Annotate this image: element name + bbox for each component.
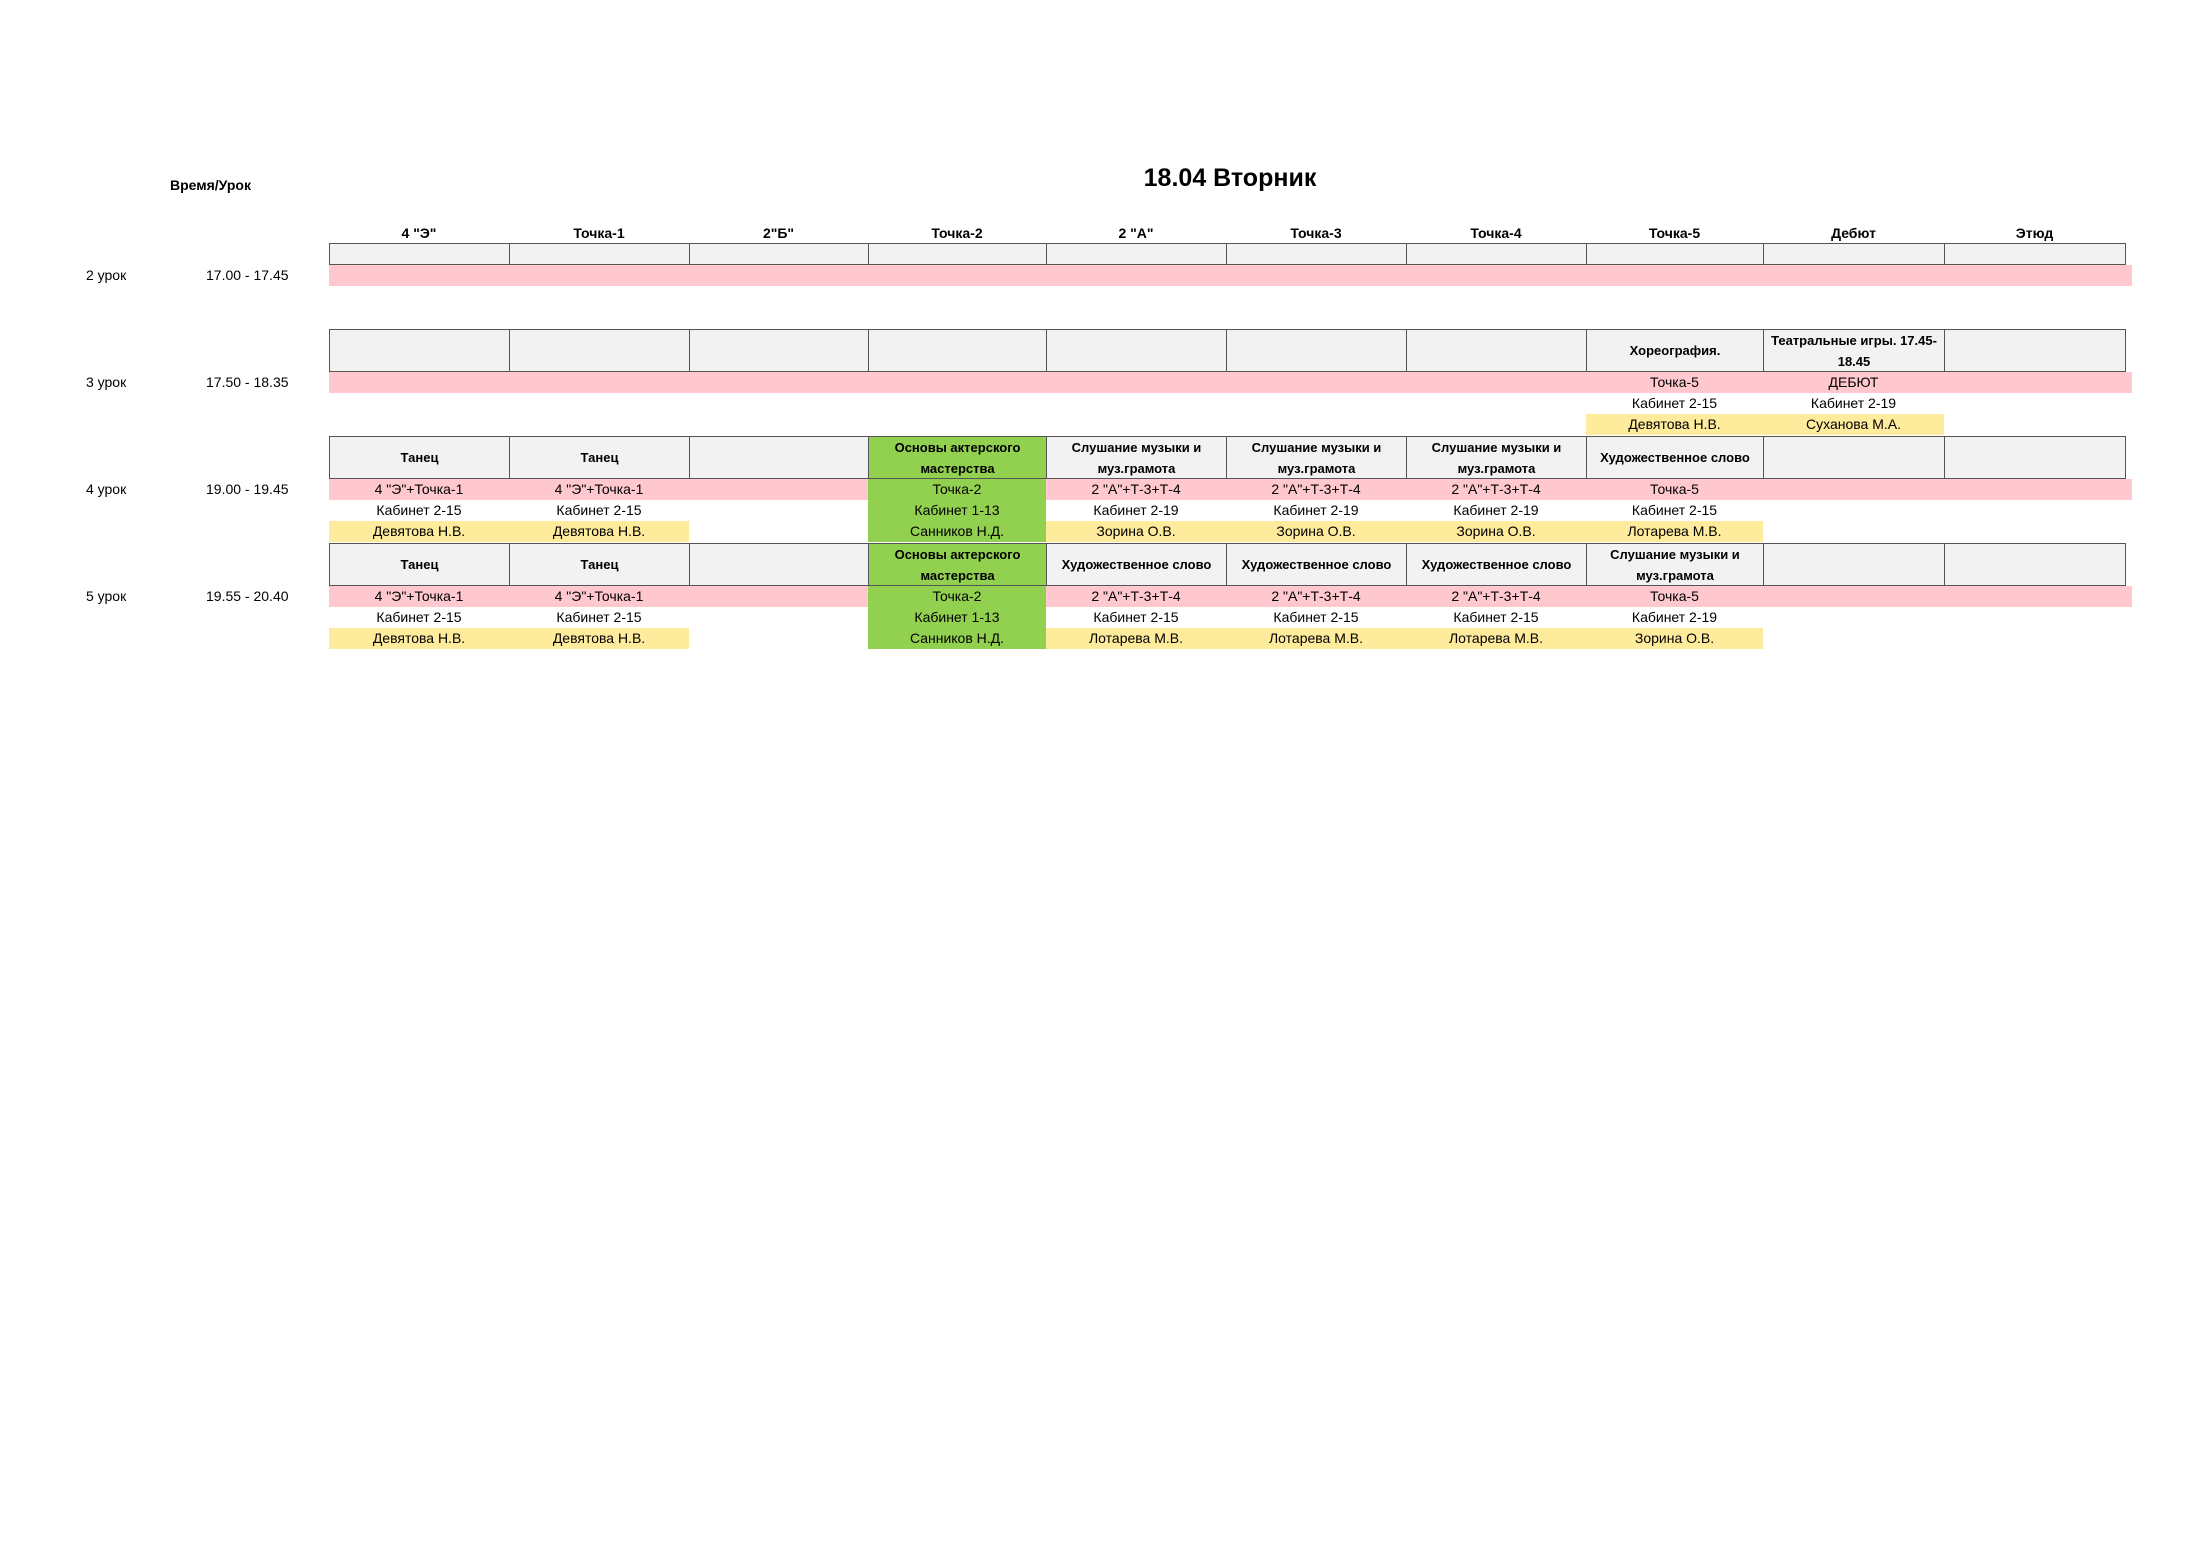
room-cell	[509, 286, 689, 307]
teacher-cell	[689, 307, 868, 328]
teacher-cell: Зорина О.В.	[1046, 521, 1226, 542]
teacher-cell	[689, 414, 868, 435]
subject-cell[interactable]	[509, 243, 690, 265]
room-cell	[329, 393, 509, 414]
teacher-cell	[1944, 628, 2125, 649]
room-cell	[1944, 500, 2125, 521]
group-cell	[329, 265, 509, 286]
group-cell	[689, 265, 868, 286]
group-cell	[868, 265, 1046, 286]
subject-cell[interactable]	[1944, 436, 2126, 479]
subject-cell[interactable]: Основы актерского мастерства	[868, 543, 1047, 586]
group-cell	[1046, 265, 1226, 286]
group-cell	[689, 586, 868, 607]
room-cell	[1406, 286, 1586, 307]
column-header: Точка-1	[573, 225, 625, 241]
subject-cell[interactable]: Слушание музыки и муз.грамота	[1586, 543, 1764, 586]
subject-cell[interactable]: Танец	[509, 543, 690, 586]
subject-cell[interactable]	[868, 329, 1047, 372]
room-cell: Кабинет 2-15	[376, 609, 462, 625]
page-title: 18.04 Вторник	[1143, 164, 1317, 192]
room-cell: Кабинет 2-19	[1093, 502, 1179, 518]
group-cell	[509, 372, 689, 393]
room-cell: Кабинет 2-15	[376, 502, 462, 518]
group-cell: 2 "А"+Т-3+Т-4	[1451, 481, 1541, 497]
teacher-cell	[868, 307, 1046, 328]
teacher-cell	[1586, 307, 1763, 328]
teacher-cell	[689, 521, 868, 542]
room-cell: Кабинет 1-13	[868, 607, 1046, 628]
group-cell: 4 "Э"+Точка-1	[374, 588, 464, 604]
room-cell	[1763, 607, 1944, 628]
column-header: 2"Б"	[762, 225, 795, 241]
teacher-cell	[329, 307, 509, 328]
room-cell	[868, 286, 1046, 307]
subject-cell[interactable]	[868, 243, 1047, 265]
room-cell: Кабинет 2-19	[1273, 502, 1359, 518]
teacher-cell	[509, 414, 689, 435]
subject-cell[interactable]	[689, 436, 869, 479]
group-cell: 4 "Э"+Точка-1	[374, 481, 464, 497]
group-cell	[509, 265, 689, 286]
group-cell	[868, 372, 1046, 393]
subject-cell[interactable]	[689, 329, 869, 372]
teacher-cell	[1944, 521, 2125, 542]
room-cell	[1944, 286, 2125, 307]
subject-cell[interactable]: Танец	[509, 436, 690, 479]
teacher-cell	[1406, 414, 1586, 435]
subject-cell[interactable]	[1944, 543, 2126, 586]
group-cell	[689, 479, 868, 500]
room-cell: Кабинет 2-19	[1631, 609, 1718, 625]
group-cell: Точка-2	[868, 479, 1046, 500]
room-cell: Кабинет 2-15	[1273, 609, 1359, 625]
subject-cell[interactable]	[689, 243, 869, 265]
subject-cell[interactable]: Танец	[329, 543, 510, 586]
teacher-cell: Санников Н.Д.	[868, 521, 1046, 542]
lesson-label: 5 урок	[86, 588, 127, 604]
group-cell	[1226, 372, 1406, 393]
subject-cell[interactable]	[1406, 329, 1587, 372]
column-header: Этюд	[2015, 225, 2054, 241]
group-cell	[1763, 265, 1944, 286]
teacher-cell: Лотарева М.В.	[1226, 628, 1406, 649]
room-cell	[329, 286, 509, 307]
room-cell	[1406, 393, 1586, 414]
room-cell: Кабинет 2-19	[1453, 502, 1539, 518]
column-header: Точка-4	[1470, 225, 1522, 241]
room-cell	[1944, 393, 2125, 414]
teacher-cell: Девятова Н.В.	[1586, 414, 1763, 435]
column-header: Дебют	[1831, 225, 1876, 241]
room-cell	[1226, 393, 1406, 414]
room-cell	[689, 607, 868, 628]
group-cell: Точка-5	[1650, 481, 1699, 497]
room-cell	[1226, 286, 1406, 307]
group-cell	[1586, 265, 1763, 286]
group-cell: 4 "Э"+Точка-1	[554, 481, 644, 497]
group-cell: 2 "А"+Т-3+Т-4	[1451, 588, 1541, 604]
teacher-cell	[1944, 414, 2125, 435]
teacher-cell: Зорина О.В.	[1406, 521, 1586, 542]
subject-cell[interactable]: Хореография.	[1586, 329, 1764, 372]
subject-cell[interactable]	[1586, 243, 1764, 265]
group-cell: Точка-5	[1650, 588, 1699, 604]
teacher-cell: Девятова Н.В.	[509, 521, 689, 542]
group-cell	[1046, 372, 1226, 393]
group-cell: Точка-2	[868, 586, 1046, 607]
teacher-cell: Девятова Н.В.	[329, 628, 509, 649]
teacher-cell: Девятова Н.В.	[329, 521, 509, 542]
subject-cell[interactable]: Художественное слово	[1406, 543, 1587, 586]
group-cell	[329, 372, 509, 393]
room-cell	[1046, 393, 1226, 414]
subject-cell[interactable]	[1763, 243, 1945, 265]
group-cell	[1763, 586, 1944, 607]
group-cell: Точка-5	[1650, 374, 1699, 390]
subject-cell[interactable]	[1226, 329, 1407, 372]
group-cell: ДЕБЮТ	[1828, 374, 1879, 390]
room-cell	[689, 286, 868, 307]
teacher-cell: Лотарева М.В.	[1406, 628, 1586, 649]
room-cell: Кабинет 2-15	[556, 609, 642, 625]
teacher-cell	[1763, 628, 1944, 649]
group-cell	[1944, 265, 2125, 286]
lesson-label: 3 урок	[86, 374, 127, 390]
group-cell: 2 "А"+Т-3+Т-4	[1271, 588, 1361, 604]
subject-cell[interactable]: Слушание музыки и муз.грамота	[1406, 436, 1587, 479]
column-header: Точка-3	[1290, 225, 1342, 241]
subject-cell[interactable]	[509, 329, 690, 372]
room-cell: Кабинет 2-15	[556, 502, 642, 518]
lesson-label: 2 урок	[86, 267, 127, 283]
column-header: 4 "Э"	[401, 225, 437, 241]
group-cell: 2 "А"+Т-3+Т-4	[1091, 588, 1181, 604]
lesson-time: 19.00 - 19.45	[206, 481, 289, 497]
teacher-cell	[868, 414, 1046, 435]
teacher-cell: Лотарева М.В.	[1046, 628, 1226, 649]
column-header: Точка-5	[1648, 225, 1701, 241]
teacher-cell: Лотарева М.В.	[1586, 521, 1763, 542]
group-cell	[1406, 372, 1586, 393]
room-cell: Кабинет 2-19	[1810, 395, 1897, 411]
group-cell	[1406, 265, 1586, 286]
room-cell	[509, 393, 689, 414]
subject-cell[interactable]	[329, 329, 510, 372]
subject-cell[interactable]	[1944, 329, 2126, 372]
teacher-cell	[1226, 414, 1406, 435]
teacher-cell	[1046, 414, 1226, 435]
room-cell	[1944, 607, 2125, 628]
teacher-cell	[689, 628, 868, 649]
room-cell	[689, 393, 868, 414]
teacher-cell	[1944, 307, 2125, 328]
subject-cell[interactable]	[1763, 436, 1945, 479]
group-cell	[1944, 479, 2125, 500]
group-cell: 2 "А"+Т-3+Т-4	[1271, 481, 1361, 497]
room-cell: Кабинет 2-15	[1453, 609, 1539, 625]
subject-cell[interactable]	[1226, 243, 1407, 265]
teacher-cell	[1763, 307, 1944, 328]
teacher-cell	[509, 307, 689, 328]
subject-cell[interactable]: Театральные игры. 17.45-18.45	[1763, 329, 1945, 372]
lesson-time: 17.50 - 18.35	[206, 374, 289, 390]
subject-cell[interactable]	[1046, 243, 1227, 265]
teacher-cell	[1226, 307, 1406, 328]
room-cell: Кабинет 2-15	[1093, 609, 1179, 625]
subject-cell[interactable]: Слушание музыки и муз.грамота	[1046, 436, 1227, 479]
teacher-cell: Девятова Н.В.	[509, 628, 689, 649]
subject-cell[interactable]	[689, 543, 869, 586]
room-cell	[689, 500, 868, 521]
subject-cell[interactable]	[1406, 243, 1587, 265]
lesson-time: 17.00 - 17.45	[206, 267, 289, 283]
subject-cell[interactable]	[1944, 243, 2126, 265]
group-cell	[1763, 479, 1944, 500]
group-cell	[1944, 372, 2125, 393]
subject-cell[interactable]	[1763, 543, 1945, 586]
room-cell	[1763, 286, 1944, 307]
group-cell: 4 "Э"+Точка-1	[554, 588, 644, 604]
teacher-cell	[1406, 307, 1586, 328]
column-header: 2 "А"	[1118, 225, 1154, 241]
subject-cell[interactable]: Художественное слово	[1586, 436, 1764, 479]
teacher-cell: Зорина О.В.	[1586, 628, 1763, 649]
room-cell: Кабинет 2-15	[1631, 502, 1718, 518]
subject-cell[interactable]: Слушание музыки и муз.грамота	[1226, 436, 1407, 479]
subject-cell[interactable]: Основы актерского мастерства	[868, 436, 1047, 479]
teacher-cell: Санников Н.Д.	[868, 628, 1046, 649]
room-cell: Кабинет 1-13	[868, 500, 1046, 521]
teacher-cell	[1763, 521, 1944, 542]
group-cell	[689, 372, 868, 393]
subject-cell[interactable]: Художественное слово	[1226, 543, 1407, 586]
room-cell	[1763, 500, 1944, 521]
column-header: Точка-2	[931, 225, 983, 241]
teacher-cell	[329, 414, 509, 435]
room-cell	[1046, 286, 1226, 307]
lesson-time: 19.55 - 20.40	[206, 588, 289, 604]
lesson-label: 4 урок	[86, 481, 127, 497]
group-cell: 2 "А"+Т-3+Т-4	[1091, 481, 1181, 497]
teacher-cell	[1046, 307, 1226, 328]
teacher-cell: Суханова М.А.	[1763, 414, 1944, 435]
room-cell: Кабинет 2-15	[1631, 395, 1718, 411]
subject-cell[interactable]	[1046, 329, 1227, 372]
group-cell	[1226, 265, 1406, 286]
subject-cell[interactable]: Танец	[329, 436, 510, 479]
group-cell	[1944, 586, 2125, 607]
room-cell	[1586, 286, 1763, 307]
subject-cell[interactable]	[329, 243, 510, 265]
teacher-cell: Зорина О.В.	[1226, 521, 1406, 542]
time-lesson-label: Время/Урок	[170, 177, 251, 193]
room-cell	[868, 393, 1046, 414]
subject-cell[interactable]: Художественное слово	[1046, 543, 1227, 586]
